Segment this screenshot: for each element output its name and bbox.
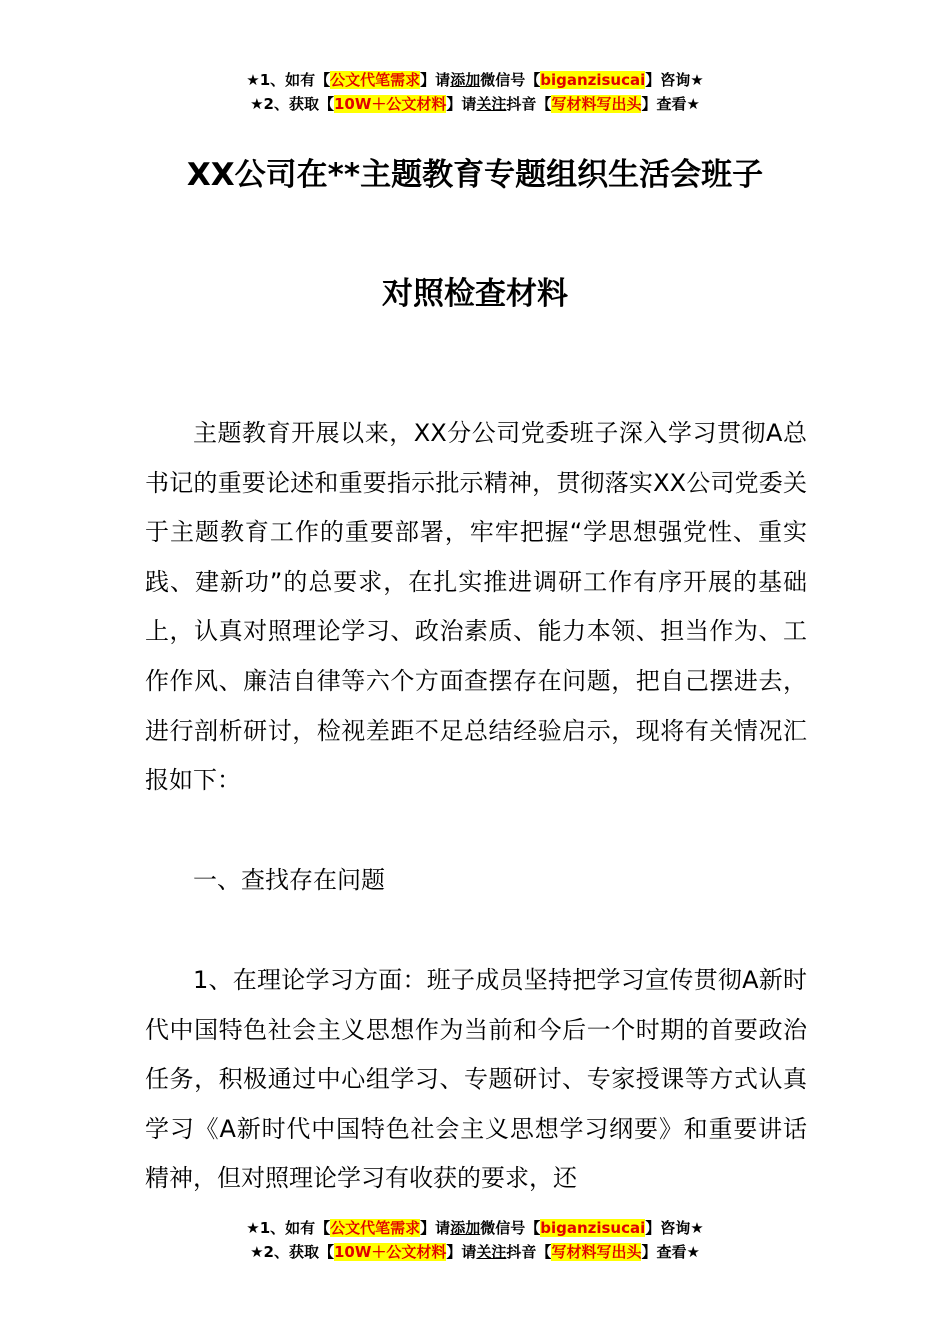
intro-paragraph: 主题教育开展以来，XX分公司党委班子深入学习贯彻A总书记的重要论述和重要指示批示精神，贯彻落实XX公司党委关于主题教育工作的重要部署，牢牢把握“学思想强党性、重实践、建新功”的总要求，在扎实推进调研工作有序开展的基础上，认真对照理论学习、政治素质、能力本领、担当作为、工作作风、廉洁自律等六个方面查摆存在问题，把自己摆进去，进行剖析研讨，检视差距不足总结经验启示，现将有关情况汇报如下： <box>145 419 807 795</box>
promo-highlight: 10W＋公文材料 <box>333 1243 447 1261</box>
promo-text: 】请 <box>446 95 477 113</box>
promo-line-1 <box>0 1217 950 1241</box>
promo-highlight: 写材料写出头 <box>551 1243 642 1261</box>
promo-text: 】查看★ <box>641 95 700 113</box>
promo-text: ★1、如有【 <box>246 71 331 89</box>
promo-line-2 <box>0 1241 950 1265</box>
promo-text: ★2、获取【 <box>250 95 334 113</box>
promo-highlight: biganzisucai <box>540 71 646 89</box>
promo-highlight: biganzisucai <box>540 1219 646 1237</box>
section-heading: 一、查找存在问题 <box>193 866 385 894</box>
promo-text: 】咨询★ <box>645 1219 704 1237</box>
promo-line-2 <box>0 93 950 117</box>
promo-highlight: 写材料写出头 <box>551 95 642 113</box>
promo-text: ★1、如有【 <box>246 1219 331 1237</box>
promo-text: 微信号【 <box>480 1219 541 1237</box>
promo-highlight: 10W＋公文材料 <box>333 95 447 113</box>
promo-highlight: 公文代笔需求 <box>330 71 421 89</box>
promo-text: 】查看★ <box>641 1243 700 1261</box>
body-paragraph: 1、在理论学习方面：班子成员坚持把学习宣传贯彻A新时代中国特色社会主义思想作为当前和今后一个时期的首要政治任务，积极通过中心组学习、专题研讨、专家授课等方式认真学习《A新时代中国特色社会主义思想学习纲要》和重要讲话精神，但对照理论学习有收获的要求，还 <box>145 966 807 1193</box>
promo-text: ★2、获取【 <box>250 1243 334 1261</box>
promo-text: 】咨询★ <box>645 71 704 89</box>
promo-banner-top <box>0 69 950 117</box>
promo-highlight: 公文代笔需求 <box>330 1219 421 1237</box>
promo-text: 】请 <box>420 1219 451 1237</box>
promo-underlined-text: 添加 <box>450 1219 481 1237</box>
document-title-line-2: 对照检查材料 <box>382 276 568 312</box>
promo-underlined-text: 添加 <box>450 71 481 89</box>
promo-underlined-text: 关注 <box>476 95 507 113</box>
promo-line-1 <box>0 69 950 93</box>
document-title-line-1: XX公司在**主题教育专题组织生活会班子 <box>186 157 764 193</box>
promo-text: 】请 <box>420 71 451 89</box>
promo-text: 】请 <box>446 1243 477 1261</box>
promo-text: 抖音【 <box>506 1243 552 1261</box>
promo-text: 微信号【 <box>480 71 541 89</box>
promo-underlined-text: 关注 <box>476 1243 507 1261</box>
promo-text: 抖音【 <box>506 95 552 113</box>
promo-banner-bottom <box>0 1217 950 1265</box>
